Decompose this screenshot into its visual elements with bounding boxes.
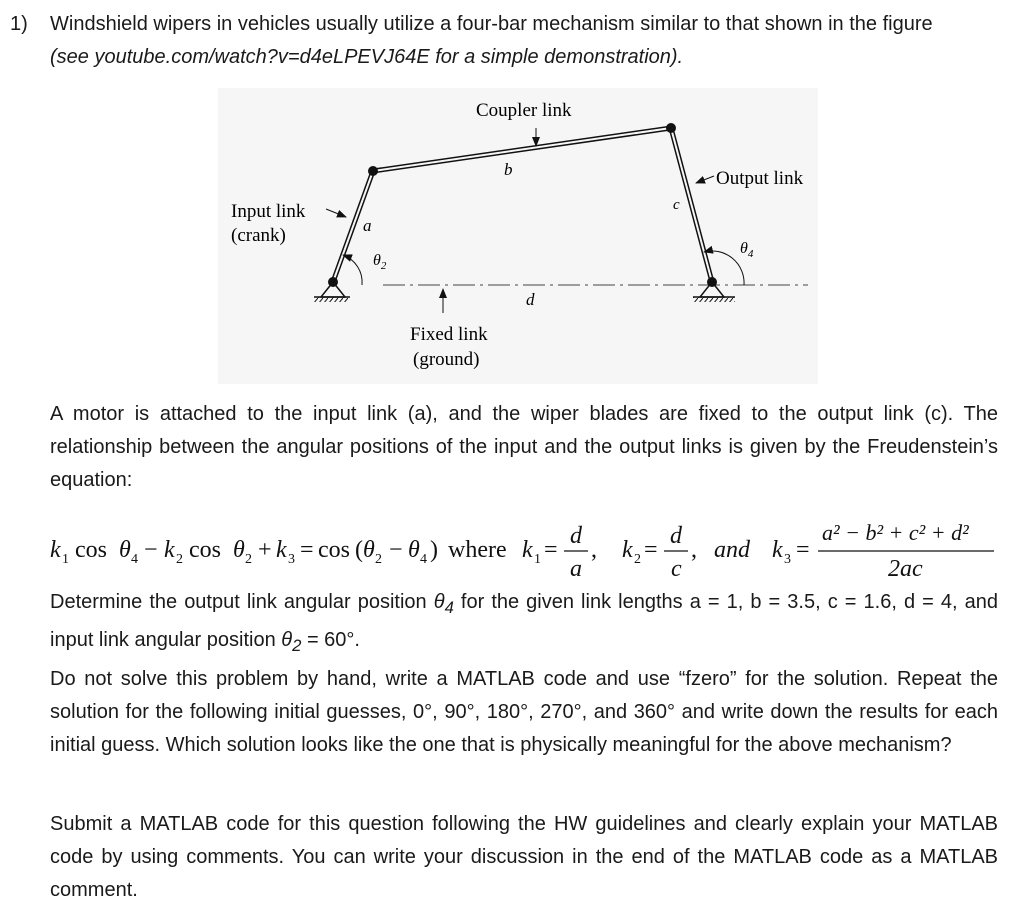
paragraph-instructions: Do not solve this problem by hand, write a MATLAB code and use “fzero” for the solution. Repeat the solution for the following initial guesses, 0°, 90°, 180°, 270°, and 360° and write down the results for each initial guess. Which solution looks like the one that is physically meaningful for the above mechanism? — [50, 668, 998, 756]
link-c-label: c — [673, 197, 680, 213]
svg-text:d: d — [570, 523, 582, 549]
output-label: Output link — [716, 168, 804, 189]
svg-text:d: d — [670, 523, 682, 549]
svg-text:a² − b² + c² + d²: a² − b² + c² + d² — [822, 520, 969, 545]
svg-text:+: + — [258, 537, 272, 563]
svg-text:−: − — [389, 537, 403, 563]
svg-text:θ: θ — [408, 537, 420, 563]
svg-text:and: and — [714, 537, 750, 563]
question-intro — [50, 8, 1000, 74]
svg-text:cos: cos — [318, 537, 350, 563]
link-a-label: a — [363, 216, 372, 235]
fixed-label-line-2: (ground) — [413, 349, 480, 370]
svg-text:=: = — [544, 537, 558, 563]
link-b-label: b — [504, 160, 513, 179]
theta4-label: $\theta_4$ — [740, 240, 754, 260]
svg-text:a: a — [570, 556, 582, 582]
input-label-line-1: Input link — [231, 201, 306, 222]
svg-text:,: , — [591, 537, 597, 563]
joint-b-c — [666, 123, 676, 133]
svg-text:2: 2 — [375, 552, 382, 567]
theta2-label: $\theta_2$ — [373, 252, 387, 272]
theta4-symbol: $\theta_4$ — [433, 591, 454, 617]
svg-text:k: k — [622, 537, 633, 563]
svg-text:θ: θ — [363, 537, 375, 563]
svg-text:k: k — [276, 537, 287, 563]
fixed-label-line-1: Fixed link — [410, 324, 488, 345]
four-bar-mechanism-figure — [218, 88, 818, 384]
svg-text:(: ( — [355, 537, 363, 563]
svg-text:4: 4 — [131, 552, 138, 567]
svg-text:θ: θ — [119, 537, 131, 563]
paragraph-freudenstein: A motor is attached to the input link (a), and the wiper blades are fixed to the output link (c). The relationship between the angular positions of the input and the output links is given by the Freudenstein’s equation: — [50, 403, 998, 491]
svg-text:=: = — [300, 537, 314, 563]
coupler-label: Coupler link — [476, 100, 572, 121]
paragraph-task: Determine the output link angular position $\theta_4$ for the given link lengths a = 1, b = 3.5, c = 1.6, d = 4, and input link angular position $\theta_2 = 60^\circ$. — [50, 591, 998, 655]
svg-text:where: where — [448, 537, 507, 563]
svg-text:3: 3 — [288, 552, 295, 567]
paragraph-submission: Submit a MATLAB code for this question following the HW guidelines and clearly explain your MATLAB code by using comments. You can write your discussion in the end of the MATLAB code as a MATLAB comment. — [50, 813, 998, 901]
svg-text:2: 2 — [634, 552, 641, 567]
svg-text:k: k — [772, 537, 783, 563]
svg-text:2ac: 2ac — [888, 556, 923, 582]
freudenstein-equation — [50, 512, 1000, 584]
svg-text:θ: θ — [233, 537, 245, 563]
intro-line-2: (see youtube.com/watch?v=d4eLPEVJ64E for a simple demonstration). — [50, 46, 684, 68]
svg-text:cos: cos — [75, 537, 107, 563]
input-label-line-2: (crank) — [231, 225, 286, 246]
svg-text:−: − — [144, 537, 158, 563]
svg-text:1: 1 — [534, 552, 541, 567]
svg-text:cos: cos — [189, 537, 221, 563]
link-d-label: d — [526, 290, 535, 309]
svg-text:4: 4 — [420, 552, 427, 567]
svg-text:k: k — [164, 537, 175, 563]
svg-text:k: k — [50, 537, 61, 563]
svg-text:1: 1 — [62, 552, 69, 567]
svg-text:c: c — [671, 556, 682, 582]
theta2-symbol: $\theta_2$ — [281, 629, 302, 655]
svg-text:=: = — [796, 537, 810, 563]
svg-text:k: k — [522, 537, 533, 563]
joint-a-b — [368, 166, 378, 176]
svg-text:): ) — [430, 537, 438, 563]
svg-text:3: 3 — [784, 552, 791, 567]
svg-text:,: , — [691, 537, 697, 563]
svg-text:2: 2 — [245, 552, 252, 567]
question-number: 1) — [10, 13, 28, 35]
svg-text:2: 2 — [176, 552, 183, 567]
intro-line-1: Windshield wipers in vehicles usually utilize a four-bar mechanism similar to that shown in the figure — [50, 13, 933, 35]
svg-text:=: = — [644, 537, 658, 563]
